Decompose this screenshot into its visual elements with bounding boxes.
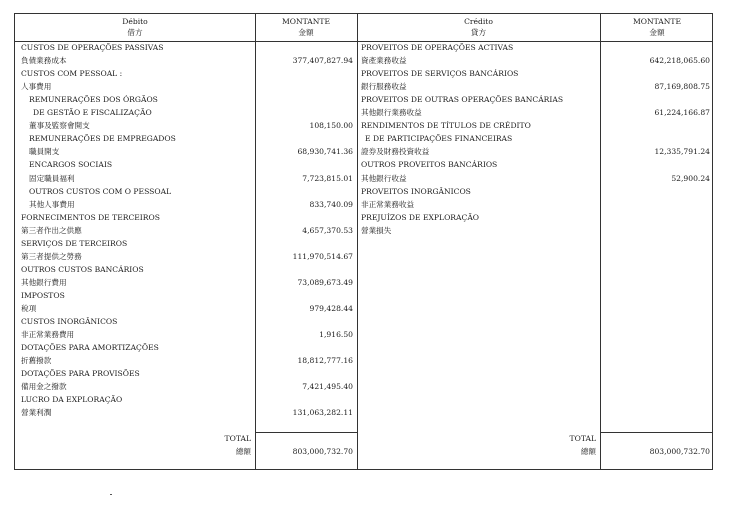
row-amount: 4,657,370.53 xyxy=(302,225,353,235)
account-statement-table xyxy=(14,13,713,470)
row-label: DE GESTÃO E FISCALIZAÇÃO xyxy=(33,108,152,118)
row-label: 其他人事費用 xyxy=(29,199,75,209)
row-amount: 1,916.50 xyxy=(319,330,353,340)
row-amount: 111,970,514.67 xyxy=(292,251,353,261)
row-label: 非正常業務收益 xyxy=(361,199,415,209)
row-amount: 73,089,673.49 xyxy=(297,277,353,287)
row-label: PROVEITOS DE OUTRAS OPERAÇÕES BANCÁRIAS xyxy=(361,95,564,105)
row-amount: 7,421,495.40 xyxy=(302,382,353,392)
row-label: PROVEITOS DE OPERAÇÕES ACTIVAS xyxy=(361,43,514,52)
row-label: 職員開支 xyxy=(29,147,60,157)
credit-total-label-zh: 總額 xyxy=(580,447,596,456)
scan-speck xyxy=(110,494,112,495)
row-label: 其他銀行收益 xyxy=(361,173,407,183)
row-label: 備用金之撥款 xyxy=(21,382,67,392)
credit-header: Crédito xyxy=(464,17,493,26)
row-label: IMPOSTOS xyxy=(21,290,65,300)
row-amount: 642,218,065.60 xyxy=(649,56,710,66)
debit-header: Débito xyxy=(122,17,148,26)
column-divider xyxy=(255,14,256,469)
row-amount: 61,224,166.87 xyxy=(654,108,710,118)
row-amount: 833,740.09 xyxy=(309,199,353,209)
credit-header-zh: 貸方 xyxy=(470,28,487,37)
row-label: 第三者作出之供應 xyxy=(21,225,82,235)
row-label: CUSTOS DE OPERAÇÕES PASSIVAS xyxy=(21,43,164,52)
debit-total-label: TOTAL xyxy=(224,434,251,443)
row-label: RENDIMENTOS DE TÍTULOS DE CRÉDITO xyxy=(361,121,531,131)
credit-total-label: TOTAL xyxy=(569,434,596,443)
debit-amount-header-zh: 金額 xyxy=(298,28,314,37)
row-amount: 377,407,827.94 xyxy=(292,56,353,66)
row-label: CUSTOS INORGÂNICOS xyxy=(21,317,118,327)
row-amount: 108,150.00 xyxy=(309,121,353,131)
debit-total-label-zh: 總額 xyxy=(235,447,251,456)
total-divider xyxy=(255,432,357,433)
row-label: DOTAÇÕES PARA AMORTIZAÇÕES xyxy=(21,343,159,353)
row-label: CUSTOS COM PESSOAL : xyxy=(21,69,123,79)
row-label: FORNECIMENTOS DE TERCEIROS xyxy=(21,212,160,222)
row-label: 人事費用 xyxy=(21,82,52,92)
credit-amount-header: MONTANTE xyxy=(632,17,682,26)
row-label: 折舊撥款 xyxy=(21,356,52,366)
row-label: PREJUÍZOS DE EXPLORAÇÃO xyxy=(361,212,480,222)
row-amount: 979,428.44 xyxy=(309,304,353,313)
credit-amount-header-zh: 金額 xyxy=(649,28,665,37)
row-label: PROVEITOS DE SERVIÇOS BANCÁRIOS xyxy=(361,69,519,79)
row-label: PROVEITOS INORGÂNICOS xyxy=(361,186,471,196)
row-label: 資產業務收益 xyxy=(361,56,407,66)
row-label: 營業損失 xyxy=(361,225,392,235)
debit-amount-header: MONTANTE xyxy=(281,17,331,26)
row-label: 營業利潤 xyxy=(21,408,52,418)
row-label: REMUNERAÇÕES DOS ÓRGÃOS xyxy=(29,95,158,105)
row-label: DOTAÇÕES PARA PROVISÕES xyxy=(21,369,140,379)
row-label: REMUNERAÇÕES DE EMPREGADOS xyxy=(29,134,176,144)
row-amount: 68,930,741.36 xyxy=(297,147,353,157)
row-label: ENCARGOS SOCIAIS xyxy=(29,160,113,170)
row-amount: 52,900.24 xyxy=(671,173,710,183)
header-divider xyxy=(15,41,712,42)
row-label: 董事及監察會開支 xyxy=(29,121,90,131)
row-label: LUCRO DA EXPLORAÇÃO xyxy=(21,395,123,405)
row-amount: 7,723,815.01 xyxy=(302,173,353,183)
row-label: 負債業務成本 xyxy=(21,56,67,66)
debit-header-zh: 借方 xyxy=(127,28,143,37)
row-label: 其他銀行業務收益 xyxy=(361,108,422,118)
row-label: OUTROS PROVEITOS BANCÁRIOS xyxy=(361,160,498,170)
credit-total-amount: 803,000,732.70 xyxy=(649,447,710,456)
row-label: 固定職員福利 xyxy=(29,173,75,183)
row-label: 其他銀行費用 xyxy=(21,277,67,287)
row-label: 證券及財務投資收益 xyxy=(361,147,430,157)
column-divider xyxy=(357,14,358,469)
row-label: 銀行服務收益 xyxy=(361,82,407,92)
row-label: OUTROS CUSTOS COM O PESSOAL xyxy=(29,186,172,196)
row-amount: 87,169,808.75 xyxy=(654,82,710,92)
row-amount: 131,063,282.11 xyxy=(292,408,353,418)
row-amount: 12,335,791.24 xyxy=(654,147,710,157)
row-label: E DE PARTICIPAÇÕES FINANCEIRAS xyxy=(365,134,513,144)
row-label: 第三者提供之勞務 xyxy=(21,251,82,261)
debit-total-amount: 803,000,732.70 xyxy=(292,447,353,456)
row-label: OUTROS CUSTOS BANCÁRIOS xyxy=(21,264,144,274)
row-label: 稅項 xyxy=(21,304,37,313)
row-label: SERVIÇOS DE TERCEIROS xyxy=(21,238,128,248)
row-amount: 18,812,777.16 xyxy=(297,356,353,366)
total-divider xyxy=(600,432,712,433)
row-label: 非正常業務費用 xyxy=(21,330,75,340)
